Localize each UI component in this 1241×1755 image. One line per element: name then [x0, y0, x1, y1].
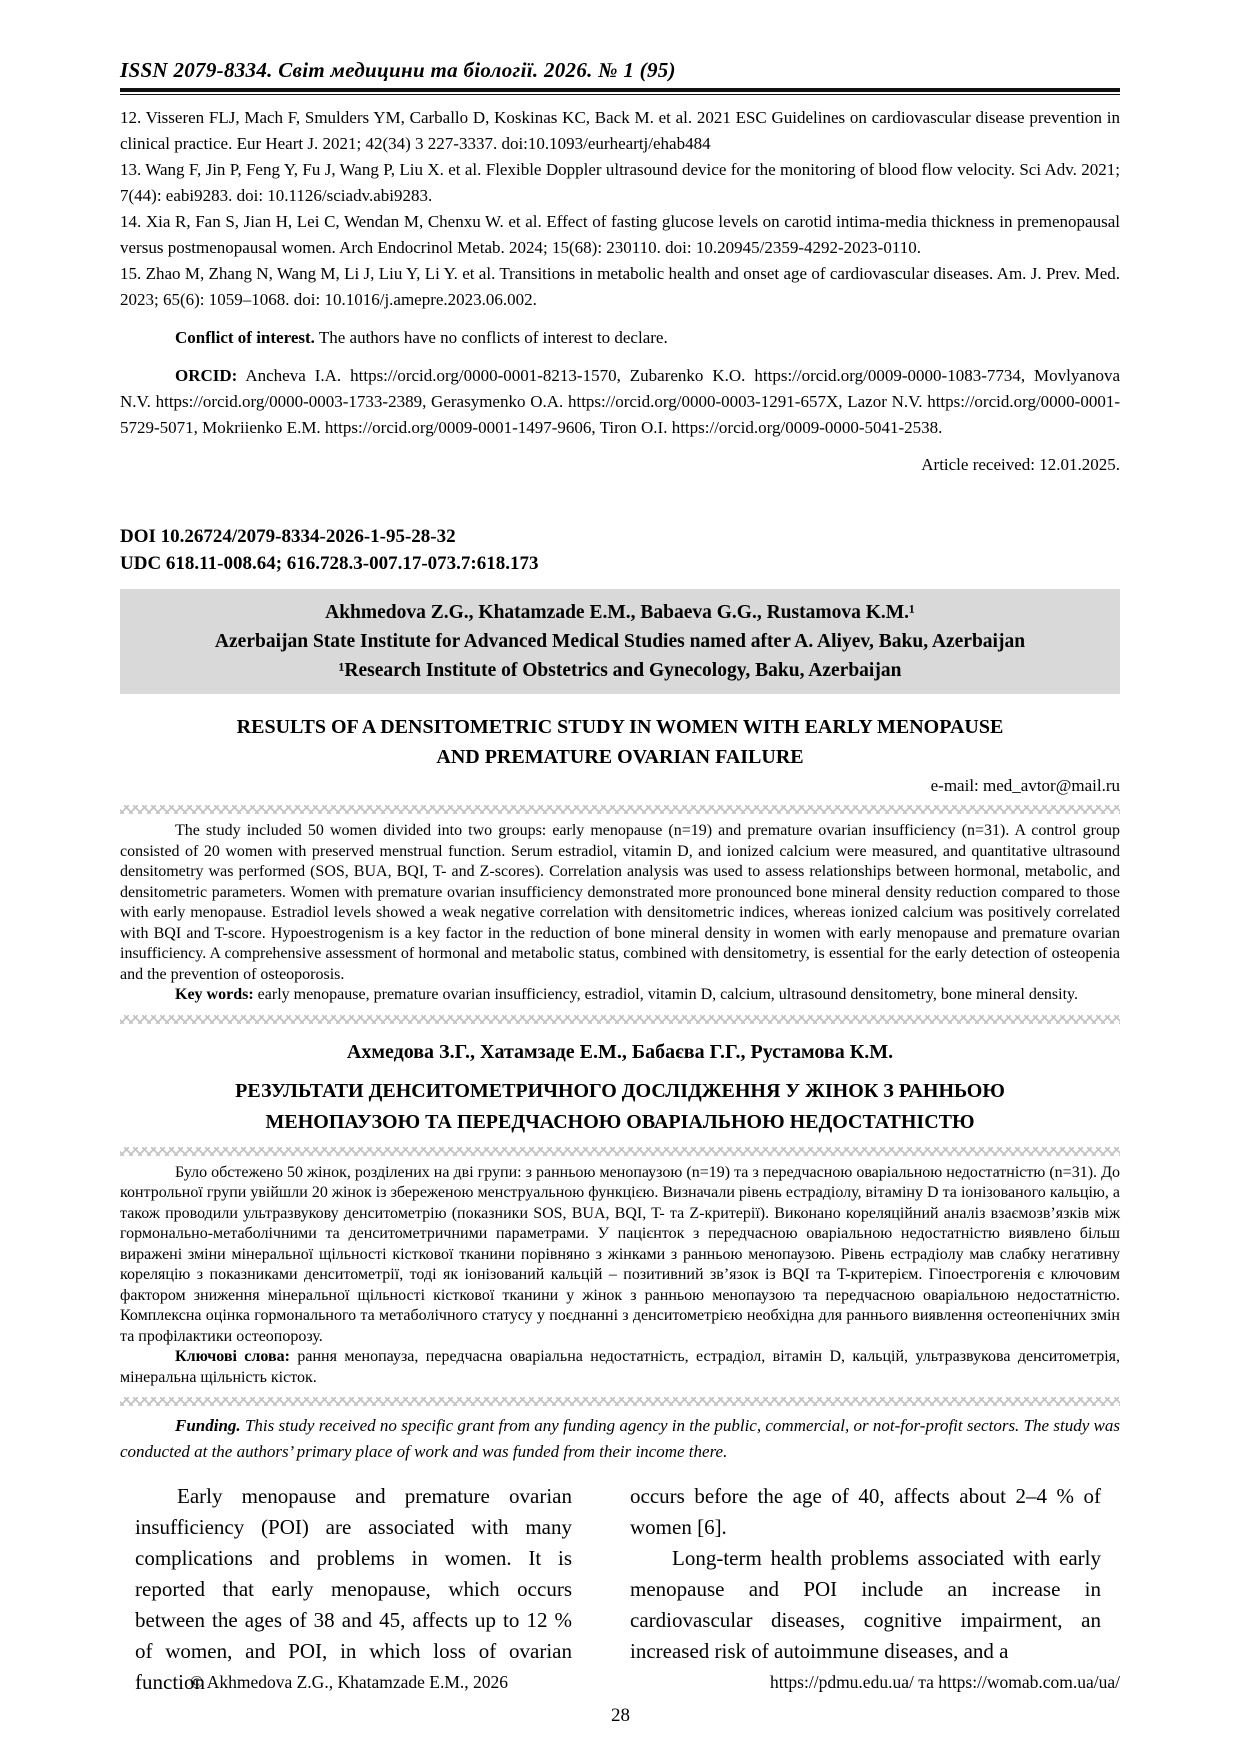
authors-en: Akhmedova Z.G., Khatamzade E.M., Babaeva G.G., Rustamova K.M.¹: [325, 602, 915, 623]
keywords-en-label: Key words:: [175, 986, 254, 1003]
funding-text: This study received no specific grant from any funding agency in the public, commercial, or not-for-profit sectors. The study was conducted at the authors’ primary place of work and was funded from their income there.: [120, 1416, 1120, 1461]
doi-udc-block: [120, 523, 1120, 577]
udc-line: UDC 618.11-008.64; 616.728.3-007.17-073.7:618.173: [120, 553, 539, 574]
keywords-uk-label: Ключові слова:: [175, 1348, 290, 1365]
authors-affiliation-block: [120, 589, 1120, 694]
affiliation-1: Azerbaijan State Institute for Advanced Medical Studies named after A. Aliyev, Baku, Azerbaijan: [214, 631, 1026, 652]
two-column-body: [120, 1481, 1120, 1698]
footer-copyright: © Akhmedova Z.G., Khatamzade E.M., 2026: [190, 1672, 509, 1692]
zigzag-divider: [120, 1397, 1120, 1406]
reference-item: 13. Wang F, Jin P, Feng Y, Fu J, Wang P, Liu X. et al. Flexible Doppler ultrasound device for the monitoring of blood flow velocity. Sci Adv. 2021; 7(44): eabi9283. doi: 10.1126/sciadv.abi9283.: [120, 160, 1120, 205]
orcid-text: Ancheva I.A. https://orcid.org/0000-0001-8213-1570, Zubarenko K.O. https://orcid.org/0009-0000-1083-7734, Movlyanova N.V. https://orcid.org/0000-0003-1733-2389, Gerasymenko O.A. https://orcid.org/0000-0003-1291-657X, Lazor N.V. https://orcid.org/0000-0001-5729-5071, Mokriienko E.M. https://orcid.org/0009-0001-1497-9606, Tiron O.I. https://orcid.org/0009-0000-5041-2538.: [120, 366, 1120, 437]
body-paragraph: Long-term health problems associated with early menopause and POI include an increase in cardiovascular diseases, cognitive impairment, an increased risk of autoimmune diseases, and a: [630, 1546, 1101, 1663]
article-title-uk: [120, 1076, 1120, 1138]
orcid-paragraph: [120, 363, 1120, 441]
journal-issn-header: ISSN 2079-8334. Світ медицини та біології. 2026. № 1 (95): [120, 58, 676, 82]
body-column-right: [630, 1481, 1101, 1698]
funding-statement: [120, 1413, 1120, 1465]
reference-list: [120, 105, 1120, 313]
page-number: 28: [611, 1705, 630, 1726]
conflict-of-interest: [120, 325, 1120, 351]
reference-item: 12. Visseren FLJ, Mach F, Smulders YM, Carballo D, Koskinas KC, Back M. et al. 2021 ESC Guidelines on cardiovascular disease prevention in clinical practice. Eur Heart J. 2021; 42(34) 3 227-3337. doi:10.1093/eurheartj/ehab484: [120, 108, 1120, 153]
body-column-left: [135, 1481, 572, 1698]
article-title-en-line1: RESULTS OF A DENSITOMETRIC STUDY IN WOMEN WITH EARLY MENOPAUSE: [236, 716, 1004, 738]
authors-uk: Ахмедова З.Г., Хатамзаде Е.М., Бабаєва Г.Г., Рустамова К.М.: [346, 1040, 894, 1063]
zigzag-divider: [120, 1015, 1120, 1024]
zigzag-divider: [120, 805, 1120, 814]
email-line: e-mail: med_avtor@mail.ru: [930, 776, 1120, 795]
footer-links: https://pdmu.edu.ua/ та https://womab.com.ua/ua/: [769, 1672, 1120, 1692]
doi-line: DOI 10.26724/2079-8334-2026-1-95-28-32: [120, 526, 456, 547]
conflict-label: Conflict of interest.: [175, 328, 315, 347]
zigzag-divider: [120, 1147, 1120, 1156]
article-received: Article received: 12.01.2025.: [921, 455, 1120, 474]
conflict-text: The authors have no conflicts of interest to declare.: [314, 328, 668, 347]
article-title-en-line2: AND PREMATURE OVARIAN FAILURE: [436, 746, 804, 768]
abstract-uk: Було обстежено 50 жінок, розділених на дві групи: з ранньою менопаузою (n=19) та з передчасною оваріальною недостатністю (n=31). До контрольної групи увійшли 20 жінок із збереженою менструальною функцією. Визначали рівень естрадіолу, вітаміну D та іонізованого кальцію, а також проводили ультразвукову денситометрію (показники SOS, BUA, BQI, T- та Z-критерії). Виконано кореляційний аналіз взаємозв’язків між гормонально-метаболічними та денситометричними параметрами. У пацієнток з передчасною оваріальною недостатністю виявлено більш виражені зміни мінеральної щільності кісткової тканини порівняно з жінками з ранньою менопаузою. Рівень естрадіолу мав слабку негативну кореляцію з показниками денситометрії, тоді як іонізований кальцій – позитивний зв’язок із BQI та T-критерієм. Гіпоестрогенія є ключовим фактором зниження мінеральної щільності кісткової тканини у жінок з ранньою менопаузою та передчасною оваріальною недостатністю. Комплексна оцінка гормонального та метаболічного статусу у поєднанні з денситометрією необхідна для раннього виявлення остеопенічних змін та профілактики остеопорозу.: [120, 1163, 1120, 1345]
article-title-en: [120, 712, 1120, 772]
keywords-uk-text: рання менопауза, передчасна оваріальна недостатність, естрадіол, вітамін D, кальцій, ультразвукова денситометрія, мінеральна щільність кісток.: [120, 1348, 1120, 1386]
keywords-uk: [120, 1347, 1120, 1388]
keywords-en: [120, 985, 1120, 1006]
abstract-en: The study included 50 women divided into two groups: early menopause (n=19) and premature ovarian insufficiency (n=31). A control group consisted of 20 women with preserved menstrual function. Serum estradiol, vitamin D, and ionized calcium were measured, and quantitative ultrasound densitometry was performed (SOS, BUA, BQI, T- and Z-scores). Correlation analysis was used to assess relationships between hormonal, metabolic, and densitometric parameters. Women with premature ovarian insufficiency demonstrated more pronounced bone mineral density reduction compared to those with early menopause. Estradiol levels showed a weak negative correlation with densitometric indices, whereas ionized calcium was positively correlated with BQI and T-score. Hypoestrogenism is a key factor in the reduction of bone mineral density in women with early menopause and premature ovarian insufficiency. A comprehensive assessment of hormonal and metabolic status, combined with densitometry, is essential for the early detection of osteopenia and the prevention of osteoporosis.: [120, 822, 1120, 983]
body-paragraph: Early menopause and premature ovarian insufficiency (POI) are associated with many complications and problems in women. It is reported that early menopause, which occurs between the ages of 38 and 45, affects up to 12 % of women, and POI, in which loss of ovarian function: [135, 1484, 572, 1694]
article-title-uk-line1: РЕЗУЛЬТАТИ ДЕНСИТОМЕТРИЧНОГО ДОСЛІДЖЕННЯ У ЖІНОК З РАННЬОЮ: [235, 1079, 1005, 1102]
body-paragraph: occurs before the age of 40, affects about 2–4 % of women [6].: [630, 1484, 1101, 1539]
column-gutter: [572, 1481, 630, 1698]
reference-item: 15. Zhao M, Zhang N, Wang M, Li J, Liu Y, Li Y. et al. Transitions in metabolic health and onset age of cardiovascular diseases. Am. J. Prev. Med. 2023; 65(6): 1059–1068. doi: 10.1016/j.amepre.2023.06.002.: [120, 264, 1120, 309]
header-divider: [120, 88, 1120, 95]
funding-label: Funding.: [175, 1416, 241, 1435]
page-footer: [120, 1672, 1120, 1693]
article-title-uk-line2: МЕНОПАУЗОЮ ТА ПЕРЕДЧАСНОЮ ОВАРІАЛЬНОЮ НЕДОСТАТНІСТЮ: [265, 1110, 975, 1133]
reference-item: 14. Xia R, Fan S, Jian H, Lei C, Wendan M, Chenxu W. et al. Effect of fasting glucose levels on carotid intima-media thickness in premenopausal versus postmenopausal women. Arch Endocrinol Metab. 2024; 15(68): 230110. doi: 10.20945/2359-4292-2023-0110.: [120, 212, 1120, 257]
keywords-en-text: early menopause, premature ovarian insufficiency, estradiol, vitamin D, calcium, ultrasound densitometry, bone mineral density.: [253, 986, 1078, 1003]
orcid-label: ORCID:: [175, 366, 238, 385]
affiliation-2: ¹Research Institute of Obstetrics and Gynecology, Baku, Azerbaijan: [338, 660, 902, 681]
